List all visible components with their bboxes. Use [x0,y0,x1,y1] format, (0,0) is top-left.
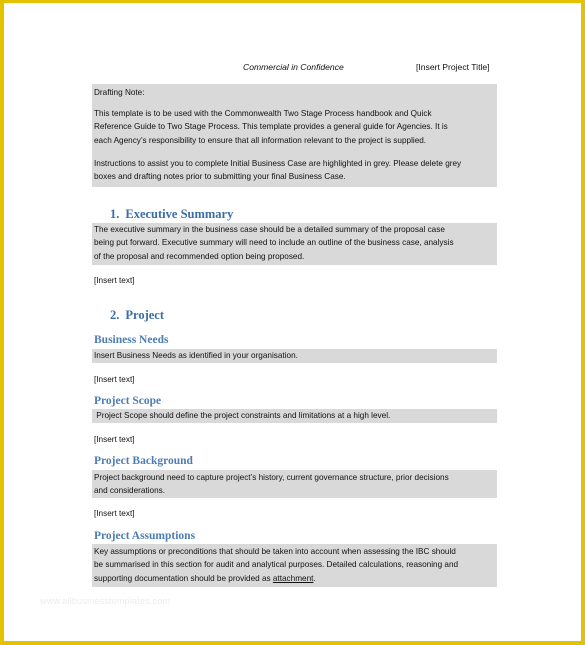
executive-summary-placeholder: [Insert text] [94,276,135,285]
watermark: www.allbusinesstemplates.com [40,596,171,606]
business-needs-instruction: Insert Business Needs as identified in your organisation. [94,351,298,360]
header-confidentiality: Commercial in Confidence [243,62,344,72]
project-background-placeholder: [Insert text] [94,509,135,518]
heading-project-scope: Project Scope [94,395,162,407]
project-background-instruction: Project background need to capture project’s history, current governance structure, prior decisions and considerations. [94,473,449,496]
drafting-note-paragraph-2: Instructions to assist you to complete Initial Business Case are highlighted in grey. Please delete grey boxes and drafting notes prior to submitting your final Business Case. [94,159,462,182]
heading-business-needs: Business Needs [94,334,169,346]
project-scope-placeholder: [Insert text] [94,435,135,444]
drafting-note-paragraph-1: This template is to be used with the Commonwealth Two Stage Process handbook and Quick Reference Guide to Two Stage Process. This template provides a general guide for Agencies. It is each Agency’s responsibility to ensure that all information relevant to the project is supplied. [94,109,448,145]
heading-project-background: Project Background [94,455,193,467]
drafting-note-title: Drafting Note: [94,88,145,97]
project-scope-instruction: Project Scope should define the project constraints and limitations at a high level. [94,411,391,420]
business-needs-placeholder: [Insert text] [94,375,135,384]
heading-project-assumptions: Project Assumptions [94,530,196,542]
header-project-title: [Insert Project Title] [416,62,490,72]
project-assumptions-instruction: Key assumptions or preconditions that should be taken into account when assessing the IBC should be summarised in this section for audit and analytical purposes. Detailed calculations, reasoning and supporting documentation should be provided as attachment. [94,547,459,583]
heading-executive-summary: 1. Executive Summary [110,207,234,221]
heading-project: 2. Project [110,308,165,322]
executive-summary-instruction: The executive summary in the business case should be a detailed summary of the proposal case being put forward. Executive summary will need to include an outline of the business case, analysis of the proposal and recommended option being proposed. [94,225,454,261]
attachment-link[interactable]: attachment [272,573,314,583]
